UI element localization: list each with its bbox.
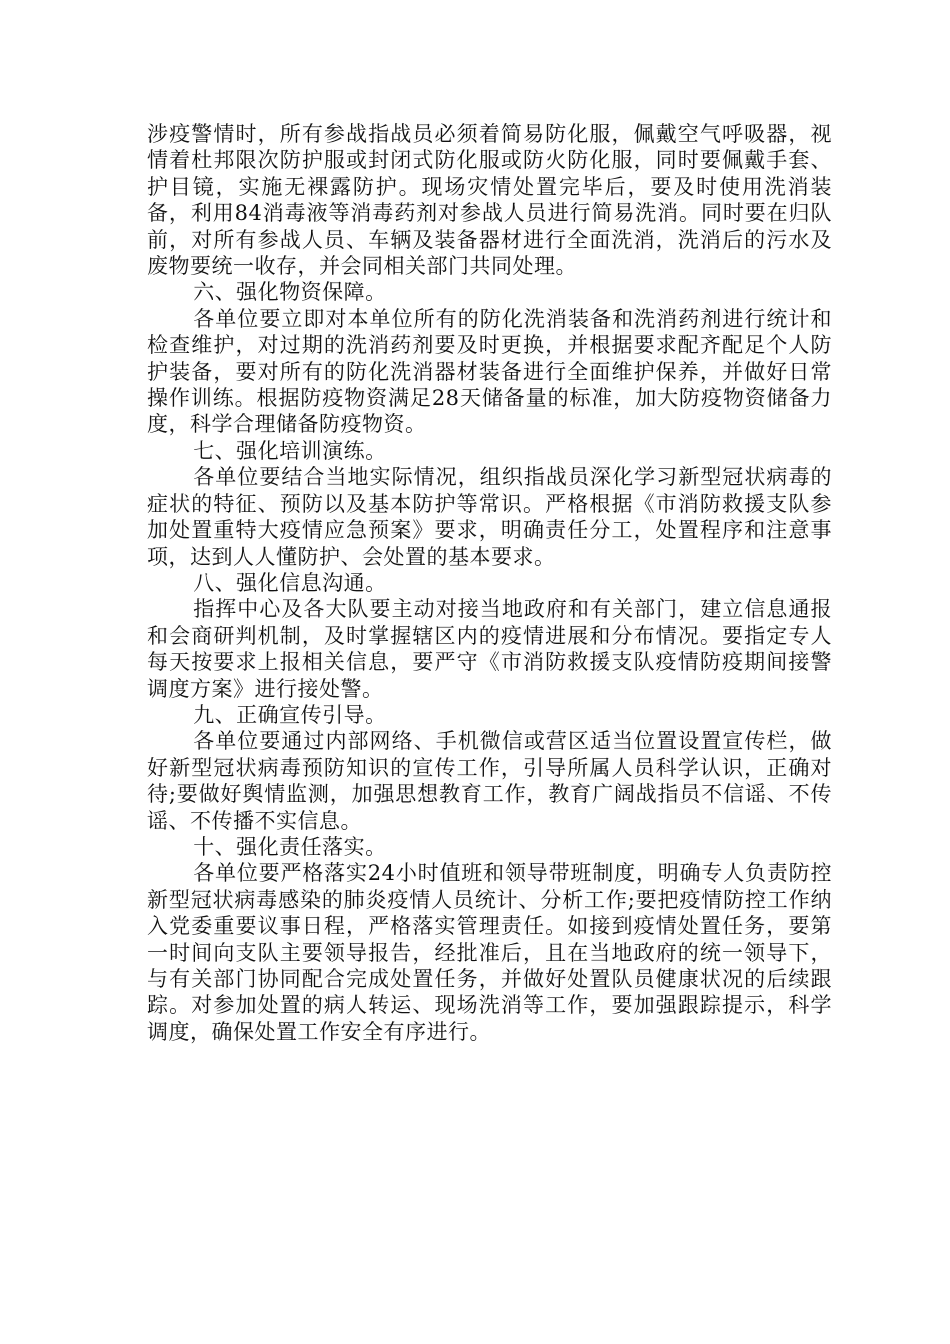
paragraph-responsibility: 各单位要严格落实24小时值班和领导带班制度，明确专人负责防控新型冠状病毒感染的肺炎疫情人员统计、分析工作;要把疫情防控工作纳入党委重要议事日程，严格落实管理责任。如接到疫情处置任务，要第一时间向支队主要领导报告，经批准后，且在当地政府的统一领导下，与有关部门协同配合完成处置任务，并做好处置队员健康状况的后续跟踪。对参加处置的病人转运、现场洗消等工作，要加强跟踪提示，科学调度，确保处置工作安全有序进行。 [147,861,832,1044]
heading-training-drills: 七、强化培训演练。 [193,438,387,463]
paragraph-training-drills: 各单位要结合当地实际情况，组织指战员深化学习新型冠状病毒的症状的特征、预防以及基本防护等常识。严格根据《市消防救援支队参加处置重特大疫情应急预案》要求，明确责任分工，处置程序和注意事项，达到人人懂防护、会处置的基本要求。 [147,465,832,569]
paragraph-publicity-guidance: 各单位要通过内部网络、手机微信或营区适当位置设置宣传栏，做好新型冠状病毒预防知识的宣传工作，引导所属人员科学认识，正确对待;要做好舆情监测，加强思想教育工作，教育广阔战指员不信谣、不传谣、不传播不实信息。 [147,729,832,833]
paragraph-information-communication: 指挥中心及各大队要主动对接当地政府和有关部门，建立信息通报和会商研判机制，及时掌握辖区内的疫情进展和分布情况。要指定专人每天按要求上报相关信息，要严守《市消防救援支队疫情防疫期间接警调度方案》进行接处警。 [147,597,832,701]
heading-responsibility: 十、强化责任落实。 [193,834,387,859]
heading-information-communication: 八、强化信息沟通。 [193,570,387,595]
paragraph-material-support: 各单位要立即对本单位所有的防化洗消装备和洗消药剂进行统计和检查维护，对过期的洗消药剂要及时更换，并根据要求配齐配足个人防护装备，要对所有的防化洗消器材装备进行全面维护保养，并做好日常操作训练。根据防疫物资满足28天储备量的标准，加大防疫物资储备力度，科学合理储备防疫物资。 [147,306,832,437]
heading-material-support: 六、强化物资保障。 [193,280,387,305]
document-body [147,121,832,1045]
heading-publicity-guidance: 九、正确宣传引导。 [193,702,387,727]
paragraph-decontamination: 涉疫警情时，所有参战指战员必须着简易防化服，佩戴空气呼吸器，视情着杜邦限次防护服或封闭式防化服或防火防化服，同时要佩戴手套、护目镜，实施无裸露防护。现场灾情处置完毕后，要及时使用洗消装备，利用84消毒液等消毒药剂对参战人员进行简易洗消。同时要在归队前，对所有参战人员、车辆及装备器材进行全面洗消，洗消后的污水及废物要统一收存，并会同相关部门共同处理。 [147,122,832,279]
